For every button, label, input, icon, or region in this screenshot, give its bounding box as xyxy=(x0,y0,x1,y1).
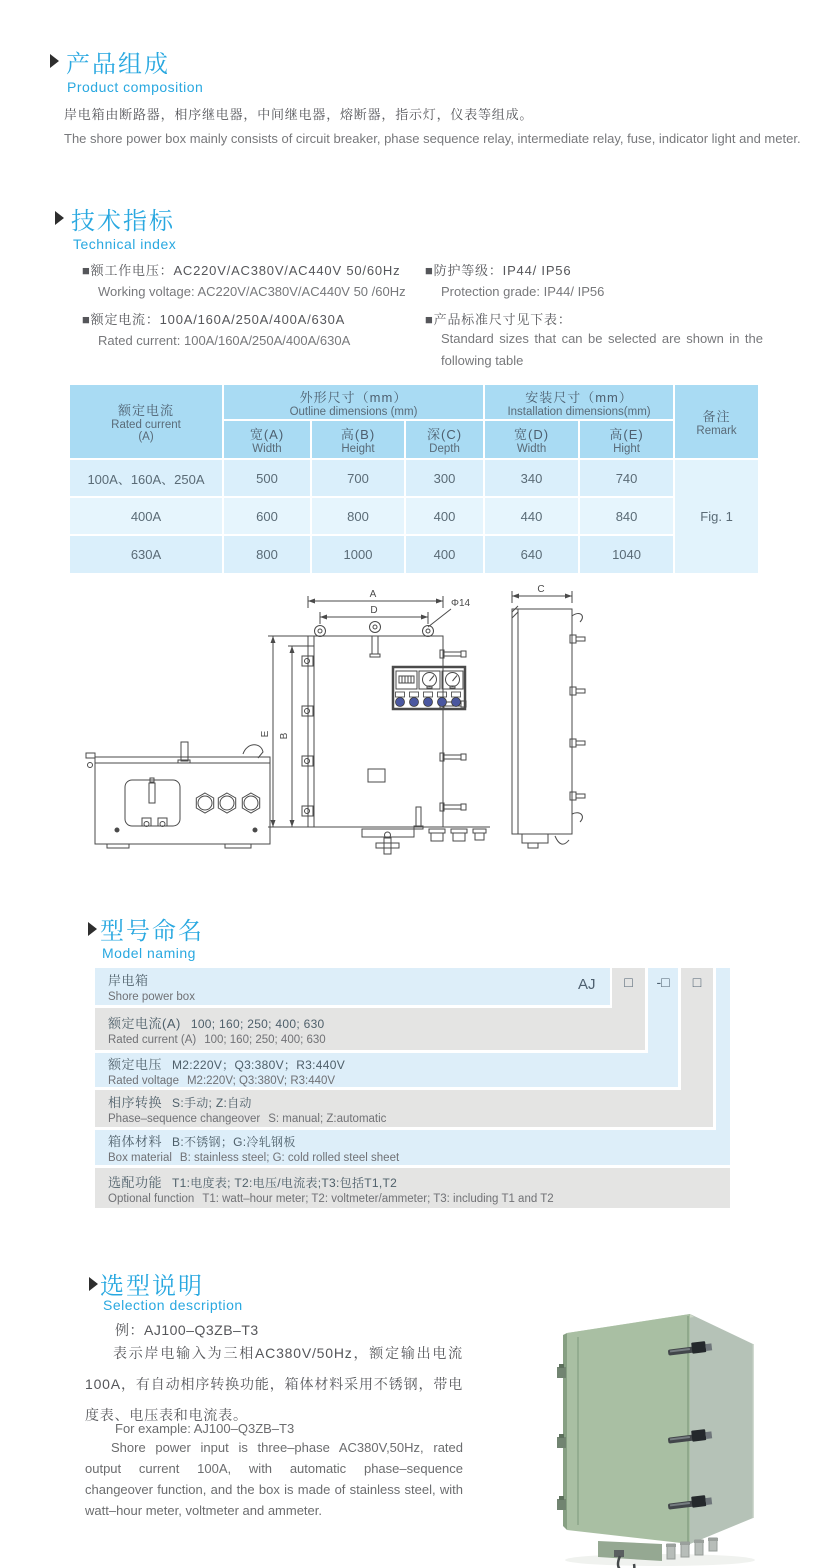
dim-label-a: A xyxy=(369,589,377,600)
technical-drawing xyxy=(85,584,600,879)
dim-label-e: E xyxy=(260,730,271,738)
col-subhead-height-e: 高(E) Hight xyxy=(580,421,673,458)
model-placeholder-box-2: -□ xyxy=(656,974,670,990)
naming-row-optional-function: 选配功能 T1:电度表; T2:电压/电流表;T3:包括T1,T2 Optional function T1: watt–hour meter; T2: voltmeter/ammeter; T3: including T1 and T2 xyxy=(95,1168,730,1208)
composition-body-cn: 岸电箱由断路器，相序继电器，中间继电器，熔断器，指示灯，仪表等组成。 xyxy=(64,107,534,122)
naming-row-box-material: 箱体材料 B:不锈钢；G:冷轧钢板 Box material B: stainless steel; G: cold rolled steel sheet xyxy=(95,1130,730,1165)
section-bullet-icon xyxy=(89,1277,98,1291)
selection-example-en: For example: AJ100–Q3ZB–T3 xyxy=(115,1421,295,1436)
model-prefix: AJ xyxy=(578,976,596,993)
cable-gland-icons xyxy=(429,829,486,841)
cell-current: 400A xyxy=(70,498,222,534)
spec-working-voltage-en: Working voltage: AC220V/AC380V/AC440V 50 /60Hz xyxy=(98,284,406,299)
spec-rated-current-cn: ■额定电流：100A/160A/250A/400A/630A xyxy=(82,312,346,327)
section-bullet-icon xyxy=(55,211,64,225)
model-placeholder-box-1: □ xyxy=(624,974,633,990)
spec-rated-current-en: Rated current: 100A/160A/250A/400A/630A xyxy=(98,333,351,348)
front-view-drawing xyxy=(260,589,490,854)
spec-standard-size-en: Standard sizes that can be selected are shown in the following table xyxy=(441,331,763,368)
col-subhead-width-a: 宽(A) Width xyxy=(224,421,310,458)
spec-working-voltage-cn: ■额工作电压：AC220V/AC380V/AC440V 50/60Hz xyxy=(82,263,401,278)
col-subhead-depth-c: 深(C) Depth xyxy=(406,421,483,458)
cell-current: 100A、160A、250A xyxy=(70,460,222,496)
product-photo xyxy=(540,1292,792,1568)
model-placeholder-box-3: □ xyxy=(692,974,702,990)
clamp-icons xyxy=(440,650,466,811)
size-table xyxy=(68,383,760,575)
dim-label-phi14: Φ14 xyxy=(451,598,471,609)
selection-title-cn: 选型说明 xyxy=(100,1273,204,1300)
composition-title-en: Product composition xyxy=(67,79,204,95)
section-bullet-icon xyxy=(50,54,59,68)
section-bullet-icon xyxy=(88,922,97,936)
col-group-outline: 外形尺寸（mm） Outline dimensions (mm) xyxy=(224,385,483,419)
selection-title-en: Selection description xyxy=(103,1297,243,1313)
col-subhead-width-d: 宽(D) Width xyxy=(485,421,578,458)
col-subhead-height-b: 高(B) Height xyxy=(312,421,404,458)
bottom-view-drawing xyxy=(86,742,270,848)
dim-label-c: C xyxy=(537,584,545,595)
table-row: 400A 600 800 400 440 840 xyxy=(70,498,758,534)
technical-title-en: Technical index xyxy=(73,236,177,252)
selection-paragraph-cn: 表示岸电输入为三相AC380V/50Hz，额定输出电流100A，有自动相序转换功能，箱体材料采用不锈钢，带电度表、电压表和电流表。 xyxy=(85,1345,463,1423)
dim-label-d: D xyxy=(370,605,378,616)
spec-standard-size-cn: ■产品标准尺寸见下表： xyxy=(425,312,572,327)
table-row: 630A 800 1000 400 640 1040 xyxy=(70,536,758,573)
composition-body-en: The shore power box mainly consists of circuit breaker, phase sequence relay, intermediate relay, fuse, indicator light and meter. xyxy=(64,131,801,146)
selection-paragraph-en: Shore power input is three–phase AC380V,50Hz, rated output current 100A, with automatic phase–sequence changeover function, and the box is made of stainless steel, with watt–hour meter, voltmeter and ammeter. xyxy=(85,1440,463,1518)
spec-protection-cn: ■防护等级：IP44/ IP56 xyxy=(425,263,572,278)
cell-remark: Fig. 1 xyxy=(675,460,758,573)
naming-row-product: 岸电箱 Shore power box xyxy=(95,968,610,1005)
spec-protection-en: Protection grade: IP44/ IP56 xyxy=(441,284,605,299)
naming-row-rated-voltage: 额定电压 M2:220V；Q3:380V；R3:440V Rated voltage M2:220V; Q3:380V; R3:440V xyxy=(95,1053,678,1087)
col-header-rated-current: 额定电流 Rated current (A) xyxy=(70,385,222,458)
model-naming-title-cn: 型号命名 xyxy=(100,918,204,945)
dim-label-b: B xyxy=(279,732,290,740)
technical-title-cn: 技术指标 xyxy=(71,208,175,235)
naming-row-rated-current: 额定电流(A) 100; 160; 250; 400; 630 Rated current (A) 100; 160; 250; 400; 630 xyxy=(95,1008,645,1050)
naming-row-phase-changeover: 相序转换 S:手动; Z:自动 Phase–sequence changeover S: manual; Z:automatic xyxy=(95,1090,713,1127)
nameplate-rect xyxy=(368,769,385,782)
selection-example-cn: 例：AJ100–Q3ZB–T3 xyxy=(115,1322,259,1338)
col-header-remark: 备注 Remark xyxy=(675,385,758,458)
model-naming-title-en: Model naming xyxy=(102,945,196,961)
table-row: 100A、160A、250A 500 700 300 340 740 Fig. 1 xyxy=(70,460,758,496)
col-group-install: 安装尺寸（mm） Installation dimensions(mm) xyxy=(485,385,673,419)
cell-current: 630A xyxy=(70,536,222,573)
box-front-door xyxy=(567,1314,690,1544)
composition-title-cn: 产品组成 xyxy=(66,51,170,78)
side-view-drawing xyxy=(512,584,585,848)
meter-panel-drawing xyxy=(393,667,465,709)
